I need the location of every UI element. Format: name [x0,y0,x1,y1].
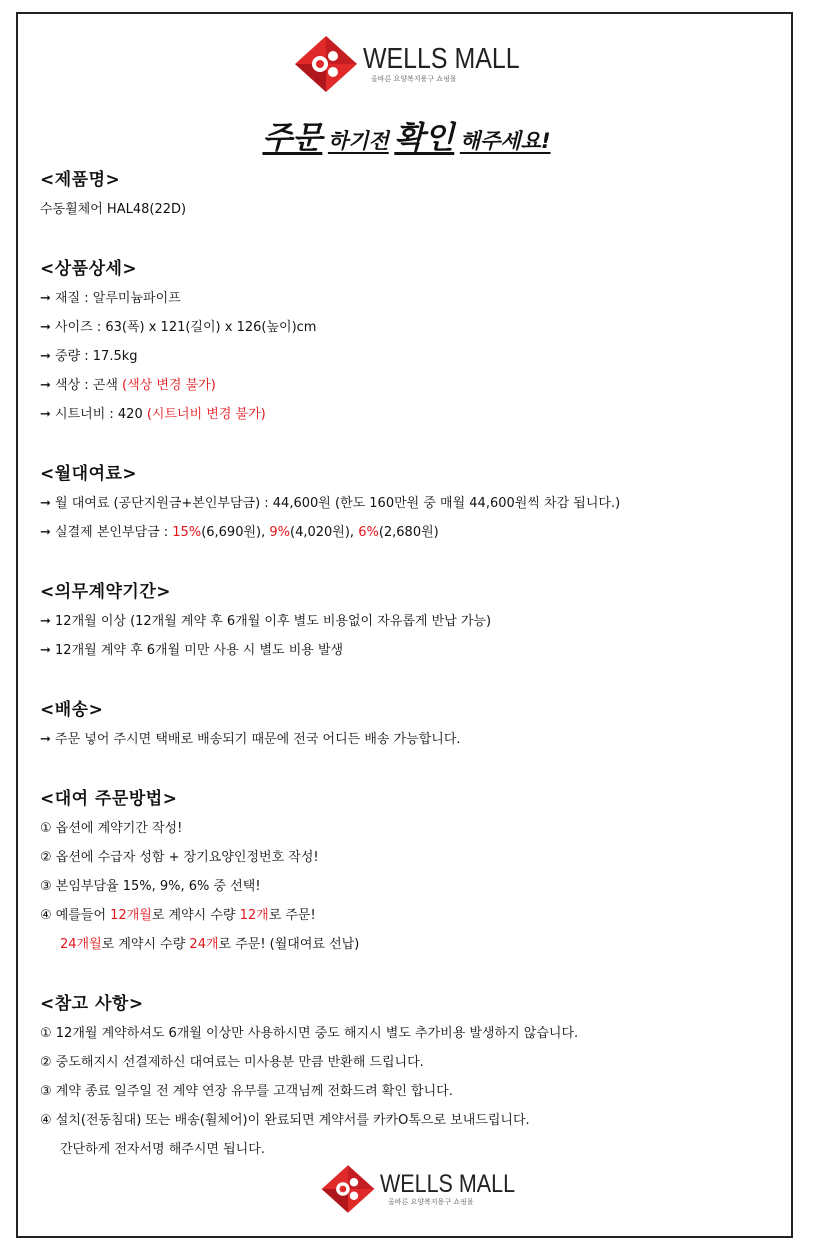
section-title-details: <상품상세> [40,259,138,279]
contract-line-2: ➞ 12개월 계약 후 6개월 미만 사용 시 별도 비용 발생 [40,643,344,658]
detail-color-text: ➞ 색상 : 곤색 [40,378,123,393]
order-step-4b-text-d: 로 주문! (월대여료 선납) [218,937,360,952]
fee-rate-6: 6% [358,525,379,540]
headline [0,112,813,157]
headline-part2: 하기전 [327,129,389,153]
detail-color [40,371,780,400]
brand-name: WELLS MALL [363,43,520,75]
product-name: 수동휠체어 HAL48(22D) [40,202,187,217]
headline-part3: 확인 [394,120,455,156]
order-step-4-qty: 12개 [239,908,269,923]
section-title-product: <제품명> [40,170,121,190]
note-3: ③ 계약 종료 일주일 전 계약 연장 유무를 고객님께 전화드려 확인 합니다. [40,1084,453,1099]
brand-logo-bottom [320,1163,537,1215]
brand-tagline-bottom: 올바른 요양복지용구 쇼핑몰 [388,1198,474,1206]
contract-line-1: ➞ 12개월 이상 (12개월 계약 후 6개월 이후 별도 비용없이 자유롭게 반납 가능) [40,614,492,629]
fee-monthly: ➞ 월 대여료 (공단지원금+본인부담금) : 44,600원 (한도 160만원 중 매월 44,600원씩 차감 됩니다.) [40,496,621,511]
order-step-4 [40,901,780,930]
wells-mall-logo-icon [320,1163,376,1215]
detail-material: ➞ 재질 : 알루미늄파이프 [40,291,181,306]
section-title-fee: <월대여료> [40,464,138,484]
headline-part1: 주문 [262,120,323,156]
order-step-3: ③ 본임부담율 15%, 9%, 6% 중 선택! [40,879,261,894]
detail-seat-text: ➞ 시트너비 : 420 [40,407,147,422]
order-step-2: ② 옵션에 수급자 성함 + 장기요양인정번호 작성! [40,850,319,865]
order-step-1: ① 옵션에 계약기간 작성! [40,821,183,836]
info-content [40,165,780,1164]
detail-color-note: (색상 변경 불가) [122,378,216,393]
fee-rate-15: 15% [172,525,202,540]
order-step-4-text-e: 로 주문! [268,908,316,923]
note-4-cont: 간단하게 전자서명 해주시면 됩니다. [60,1142,265,1157]
shipping-line-1: ➞ 주문 넣어 주시면 택배로 배송되기 때문에 전국 어디든 배송 가능합니다. [40,732,461,747]
note-4: ④ 설치(전동침대) 또는 배송(휠체어)이 완료되면 계약서를 카카O톡으로 보내드립니다. [40,1113,530,1128]
fee-amount-6: (2,680원) [378,525,439,540]
section-title-notes: <참고 사항> [40,994,144,1014]
section-title-order: <대여 주문방법> [40,789,178,809]
order-step-4-text-a: ④ 예를들어 [40,908,111,923]
order-step-4-text-c: 로 계약시 수량 [151,908,240,923]
fee-amount-9: (4,020원), [290,525,359,540]
fee-copay-prefix: ➞ 실결제 본인부담금 : [40,525,173,540]
note-1: ① 12개월 계약하셔도 6개월 이상만 사용하시면 중도 해지시 별도 추가비용 발생하지 않습니다. [40,1026,579,1041]
detail-seat-note: (시트너비 변경 불가) [146,407,266,422]
order-step-4b-text-b: 로 계약시 수량 [101,937,190,952]
brand-tagline: 올바른 요양복지용구 쇼핑몰 [371,75,457,83]
wells-mall-logo-icon [293,34,359,94]
order-step-4-cont [40,930,780,959]
section-title-contract: <의무계약기간> [40,582,172,602]
fee-copay [40,518,780,547]
note-2: ② 중도해지시 선결제하신 대여료는 미사용분 만큼 반환해 드립니다. [40,1055,424,1070]
section-title-shipping: <배송> [40,700,104,720]
order-step-4b-qty: 24개 [189,937,219,952]
order-step-4b-months: 24개월 [60,937,102,952]
detail-size: ➞ 사이즈 : 63(폭) x 121(길이) x 126(높이)cm [40,320,317,335]
detail-weight: ➞ 중량 : 17.5kg [40,349,138,364]
order-step-4-months: 12개월 [110,908,152,923]
headline-part4: 해주세요! [459,129,551,153]
fee-amount-15: (6,690원), [201,525,270,540]
brand-name-bottom: WELLS MALL [380,1170,516,1198]
fee-rate-9: 9% [269,525,290,540]
brand-logo-top [293,34,545,94]
detail-seat [40,400,780,429]
